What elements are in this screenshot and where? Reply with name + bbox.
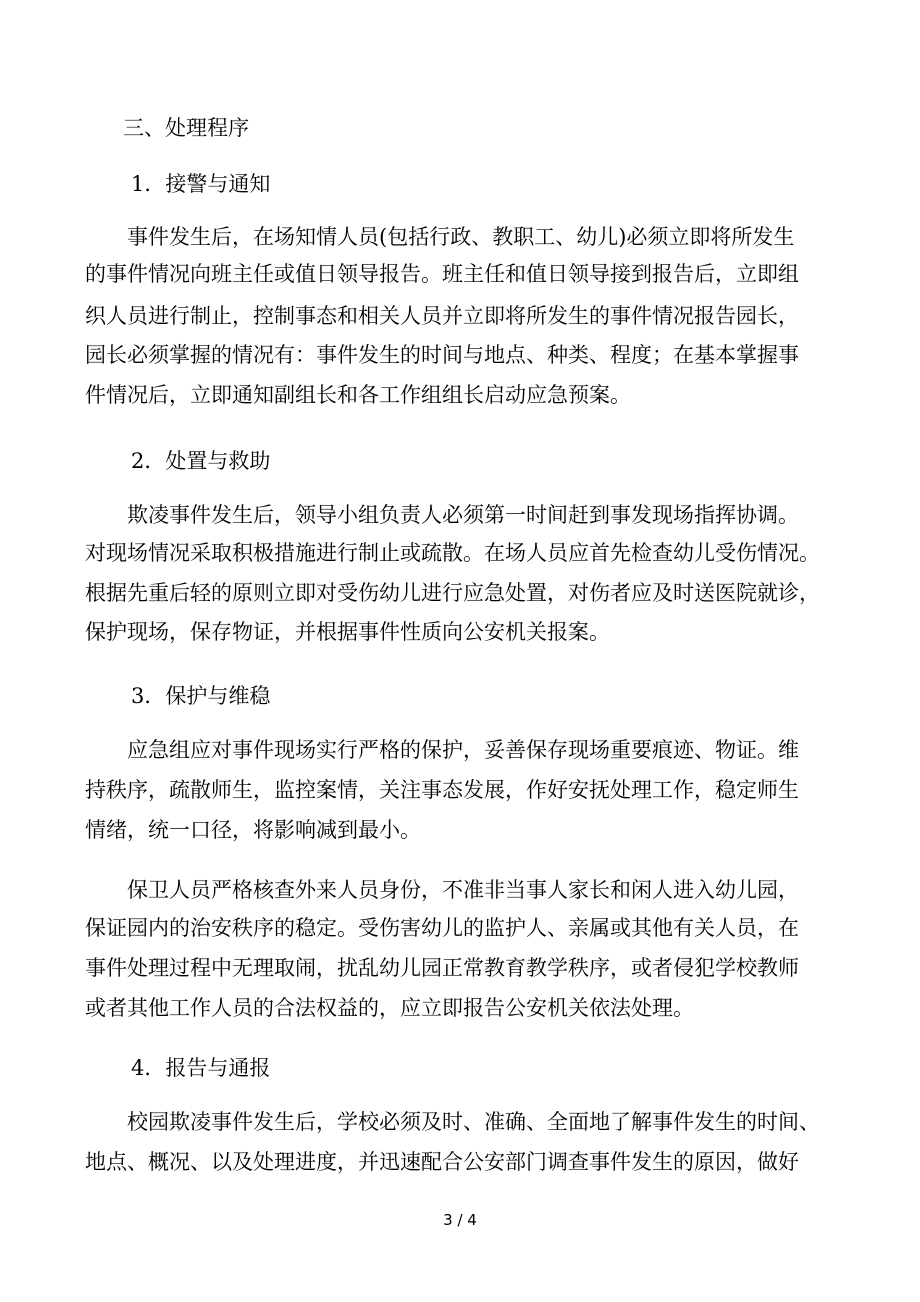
text-line: 保护现场，保存物证，并根据事件性质向公安机关报案。 (85, 620, 610, 644)
text-line: 欺凌事件发生后，领导小组负责人必须第一时间赶到事发现场指挥协调。 (127, 503, 799, 527)
text-line: 校园欺凌事件发生后，学校必须及时、准确、全面地了解事件发生的时间、 (127, 1110, 820, 1134)
text-line: 园长必须掌握的情况有：事件发生的时间与地点、种类、程度；在基本掌握事 (85, 343, 799, 367)
subsection-heading: 3．保护与维稳 (131, 684, 271, 708)
text-line: 或者其他工作人员的合法权益的，应立即报告公安机关依法处理。 (85, 996, 694, 1020)
text-line: 根据先重后轻的原则立即对受伤幼儿进行应急处置，对伤者应及时送医院就诊， (85, 581, 820, 605)
text-line: 情绪，统一口径，将影响减到最小。 (85, 818, 421, 842)
text-line: 事件发生后，在场知情人员(包括行政、教职工、幼儿)必须立即将所发生 (127, 225, 795, 249)
text-line: 的事件情况向班主任或值日领导报告。班主任和值日领导接到报告后，立即组 (85, 262, 799, 286)
text-line: 织人员进行制止，控制事态和相关人员并立即将所发生的事件情况报告园长， (85, 304, 799, 328)
subsection-heading: 1．接警与通知 (131, 172, 271, 196)
text-line: 件情况后，立即通知副组长和各工作组组长启动应急预案。 (85, 383, 631, 407)
text-line: 事件处理过程中无理取闹，扰乱幼儿园正常教育教学秩序，或者侵犯学校教师 (85, 956, 799, 980)
text-line: 持秩序，疏散师生，监控案情，关注事态发展，作好安抚处理工作，稳定师生 (85, 778, 799, 802)
subsection-heading: 4．报告与通报 (131, 1056, 271, 1080)
section-heading: 三、处理程序 (123, 116, 249, 140)
text-line: 保卫人员严格核查外来人员身份，不准非当事人家长和闲人进入幼儿园， (127, 878, 799, 902)
text-line: 对现场情况采取积极措施进行制止或疏散。在场人员应首先检查幼儿受伤情况。 (85, 541, 820, 565)
page-number: 3 / 4 (443, 1211, 477, 1229)
subsection-heading: 2．处置与救助 (131, 449, 271, 473)
text-line: 应急组应对事件现场实行严格的保护，妥善保存现场重要痕迹、物证。维 (127, 738, 799, 762)
text-line: 地点、概况、以及处理进度，并迅速配合公安部门调查事件发生的原因，做好 (85, 1150, 799, 1174)
text-line: 保证园内的治安秩序的稳定。受伤害幼儿的监护人、亲属或其他有关人员，在 (85, 916, 799, 940)
